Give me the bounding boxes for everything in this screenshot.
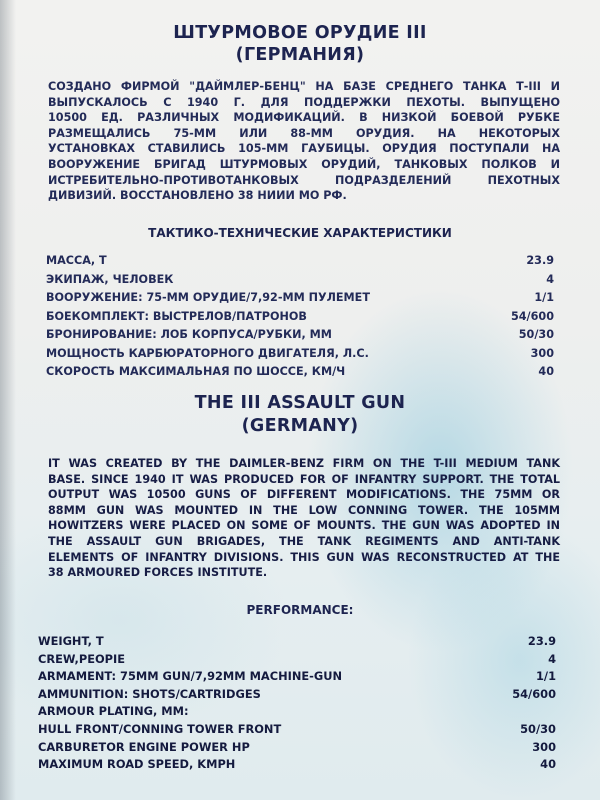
- spec-label: AMMUNITION: SHOTS/CARTRIDGES: [38, 686, 261, 701]
- ru-description-line: РАЗМЕЩАЛИСЬ 75-ММ ИЛИ 88-ММ ОРУДИЯ. НА НЕКОТОРЫХ: [48, 126, 560, 140]
- en-description: [48, 456, 560, 581]
- spec-value: 1/1: [534, 291, 554, 304]
- spec-value: 23.9: [527, 634, 556, 648]
- en-description-line: THE ASSAULT GUN BRIGADES, THE TANK REGIMENTS AND ANTI-TANK: [48, 534, 560, 548]
- spec-value: 40: [538, 365, 554, 378]
- ru-description-line: ИСТРЕБИТЕЛЬНО-ПРОТИВОТАНКОВЫХ ПОДРАЗДЕЛЕНИЙ ПЕХОТНЫХ: [48, 173, 560, 187]
- ru-specs-table: [46, 252, 554, 382]
- spec-row: [38, 633, 556, 651]
- spec-value: 23.9: [526, 254, 554, 267]
- en-description-line: HOWITZERS WERE PLACED ON SOME OF MOUNTS. THE GUN WAS ADOPTED IN: [48, 519, 560, 533]
- spec-row: [46, 345, 554, 364]
- spec-label: WEIGHT, T: [38, 634, 104, 648]
- spec-value: 4: [548, 651, 556, 666]
- spec-label: MAXIMUM ROAD SPEED, KMPH: [38, 757, 236, 772]
- spec-row: [38, 686, 556, 704]
- en-description-line: 38 ARMOURED FORCES INSTITUTE.: [48, 566, 268, 580]
- en-description-line: BASE. SINCE 1940 IT WAS PRODUCED FOR OF INFANTRY SUPPORT. THE TOTAL: [48, 472, 560, 486]
- spec-value: 54/600: [510, 309, 554, 323]
- en-specs-title: PERFORMANCE:: [246, 603, 354, 617]
- en-description-line: ELEMENTS OF INFANTRY DIVISIONS. THIS GUN WAS RECONSTRUCTED AT THE: [48, 550, 560, 564]
- spec-value: 1/1: [535, 669, 556, 684]
- spec-row: [38, 739, 556, 757]
- spec-label: ЭКИПАЖ, ЧЕЛОВЕК: [46, 272, 174, 286]
- en-description-line: 88MM GUN WAS MOUNTED IN THE LOW CONNING TOWER. THE 105MM: [48, 503, 560, 517]
- en-description-line: OUTPUT WAS 10500 GUNS OF DIFFERENT MODIFICATIONS. THE 75MM OR: [48, 488, 560, 502]
- spec-row: [46, 308, 554, 327]
- spec-label: ВООРУЖЕНИЕ: 75-ММ ОРУДИЕ/7,92-ММ ПУЛЕМЕТ: [46, 291, 370, 304]
- spec-label: СКОРОСТЬ МАКСИМАЛЬНАЯ ПО ШОССЕ, КМ/Ч: [46, 365, 346, 378]
- spec-label: БОЕКОМПЛЕКТ: ВЫСТРЕЛОВ/ПАТРОНОВ: [46, 309, 307, 323]
- en-specs-table: [38, 633, 556, 774]
- spec-label: МОЩНОСТЬ КАРБЮРАТОРНОГО ДВИГАТЕЛЯ, Л.С.: [46, 346, 369, 360]
- ru-description-line: ДИВИЗИЙ. ВОССТАНОВЛЕНО 38 НИИИ МО РФ.: [48, 189, 347, 203]
- spec-row: [46, 252, 554, 271]
- spec-row: [46, 363, 554, 382]
- spec-label: ARMAMENT: 75MM GUN/7,92MM MACHINE-GUN: [38, 669, 343, 684]
- spec-value: 54/600: [512, 686, 556, 701]
- spec-row: [46, 326, 554, 345]
- ru-description-line: 10500 ЕД. РАЗЛИЧНЫХ МОДИФИКАЦИЙ. В НИЗКОЙ БОЕВОЙ РУБКЕ: [48, 111, 560, 125]
- spec-row: [38, 668, 556, 686]
- spec-value: 50/30: [520, 721, 556, 736]
- en-description-line: IT WAS CREATED BY THE DAIMLER-BENZ FIRM ON THE T-III MEDIUM TANK: [48, 457, 560, 470]
- ru-description: [48, 79, 560, 204]
- spec-value: 4: [546, 272, 554, 286]
- en-subtitle: (GERMANY): [241, 416, 359, 436]
- spec-value: 40: [540, 757, 556, 772]
- ru-description-line: ВЫПУСКАЛОСЬ С 1940 Г. ДЛЯ ПОДДЕРЖКИ ПЕХОТЫ. ВЫПУЩЕНО: [48, 95, 560, 109]
- spec-label: МАССА, Т: [46, 254, 107, 267]
- spec-label: HULL FRONT/CONNING TOWER FRONT: [38, 721, 282, 736]
- spec-label: БРОНИРОВАНИЕ: ЛОБ КОРПУСА/РУБКИ, ММ: [46, 328, 332, 341]
- spec-label: ARMOUR PLATING, MM:: [38, 704, 189, 719]
- spec-row: [46, 271, 554, 290]
- spec-row: [38, 703, 556, 721]
- ru-description-line: ВООРУЖЕНИЕ БРИГАД ШТУРМОВЫХ ОРУДИЙ, ТАНКОВЫХ ПОЛКОВ И: [48, 157, 560, 171]
- en-title: THE III ASSAULT GUN: [194, 393, 406, 413]
- spec-value: 50/30: [518, 328, 554, 341]
- spec-label: CREW,PEOPIE: [38, 651, 126, 666]
- ru-title: ШТУРМОВОЕ ОРУДИЕ III: [173, 23, 427, 43]
- ru-description-line: УСТАНОВКАХ СТАВИЛИСЬ 105-ММ ГАУБИЦЫ. ОРУДИЯ ПОСТУПАЛИ НА: [48, 142, 560, 156]
- ru-description-line: СОЗДАНО ФИРМОЙ "ДАЙМЛЕР-БЕНЦ" НА БАЗЕ СРЕДНЕГО ТАНКА Т-III И: [48, 80, 560, 93]
- spec-row: [38, 756, 556, 774]
- ru-subtitle: (ГЕРМАНИЯ): [235, 45, 365, 65]
- spec-row: [46, 289, 554, 308]
- spec-row: [38, 651, 556, 669]
- spec-label: CARBURETOR ENGINE POWER HP: [38, 739, 250, 754]
- spec-value: 300: [530, 346, 554, 360]
- ru-specs-title: ТАКТИКО-ТЕХНИЧЕСКИЕ ХАРАКТЕРИСТИКИ: [148, 226, 452, 240]
- spec-value: 300: [532, 739, 556, 754]
- spec-row: [38, 721, 556, 739]
